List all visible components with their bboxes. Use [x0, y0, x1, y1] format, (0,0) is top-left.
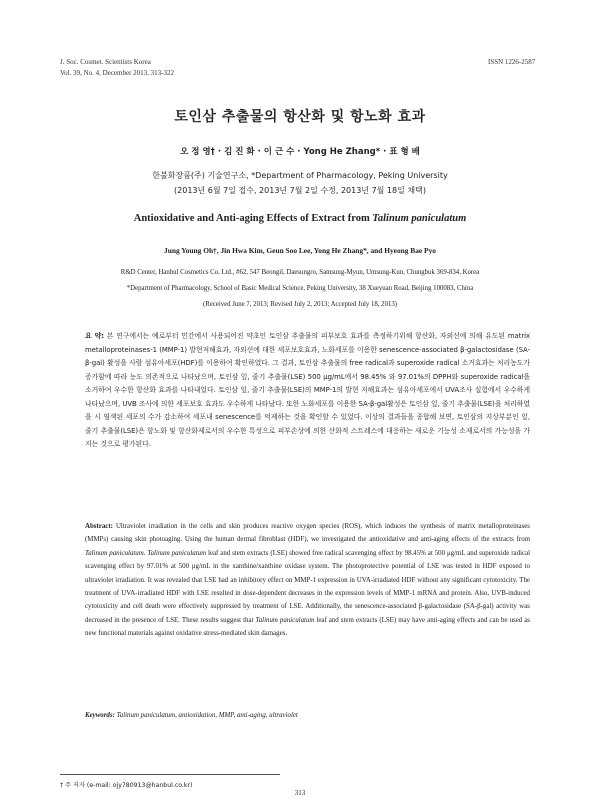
english-abstract-label: Abstract:	[85, 523, 113, 530]
page-number: 313	[294, 789, 306, 797]
keywords-text: Talinum paniculatum, antioxidation, MMP, anti-aging, ultraviolet	[114, 712, 298, 719]
journal-header	[60, 57, 174, 79]
english-dates: (Received June 7, 2013; Revised July 2, 2013; Accepted July 18, 2013)	[202, 301, 398, 308]
korean-dates: (2013년 6월 7일 접수, 2013년 7월 2일 수정, 2013년 7월 18일 채택)	[174, 186, 426, 195]
english-abstract-part-3: leaf and stem extracts (LSE) showed free radical scavenging effect by 98.45% at 500 μg/mL and superoxide radical scavenging effect by 97.01% at 500 μg/mL in the xanthine/xanthine oxidase system. The photoprotective potential of LSE was tested in HDF exposed to ultraviolet irradiation. It was revealed that LSE had an inhibitory effect on MMP-1 expression in UVA-irradiated HDF without any significant cytotoxicity. The treatment of UVA-irradiated HDF with LSE resulted in dose-dependent decreases in the expression levels of MMP-1 mRNA and protein. Also, UVB-induced cytotoxicity and cell death were effectively suppressed by treatment of LSE. Additionally, the senescence-associated β-galactosidase (SA-β-gal) activity was decreased in the presence of LSE. These results suggest that	[85, 549, 531, 624]
english-affiliation-1: R&D Center, Hanbul Cosmetics Co. Ltd., #62, 547 Beongil, Daesungro, Samsung-Myun, Umsung-Kun, Chungbuk 369-834, Korea	[120, 269, 480, 276]
korean-abstract-label: 요 약:	[85, 332, 104, 340]
english-abstract-part-1: Ultraviolet irradiation in the cells and skin produces reactive oxygen species (ROS), which induces the synthesis of matrix metalloproteinases (MMPs) causing skin photoaging. Using the human dermal fibroblast (HDF), we investigated the antioxidative and anti-aging effects of the extracts from	[85, 523, 530, 544]
journal-volume: Vol. 39, No. 4, December 2013, 313-322	[60, 69, 174, 77]
english-abstract-part-4: leaf and stem extracts (LSE) may have anti-aging effects and can be used as new functional materials against oxidative stress-mediated skin damages.	[85, 616, 530, 638]
korean-title: 토인삼 추출물의 항산화 및 항노화 효과	[174, 109, 426, 125]
korean-affiliation: 한불화장품(주) 기술연구소, *Department of Pharmacology, Peking University	[152, 171, 448, 180]
footnote: † 주 저자 (e-mail: ojy780913@hanbul.co.kr)	[60, 782, 193, 789]
english-abstract-italic-1: Talinum paniculatum	[85, 549, 144, 557]
issn: ISSN 1226-2587	[488, 58, 536, 66]
keywords	[85, 712, 530, 719]
english-abstract-italic-2: Talinum paniculatum	[147, 549, 207, 557]
english-abstract	[85, 520, 530, 641]
english-affiliation-block	[40, 265, 560, 313]
korean-abstract	[85, 330, 530, 452]
keywords-label: Keywords:	[85, 712, 115, 719]
english-title	[40, 213, 560, 224]
english-affiliation-2: *Department of Pharmacology, School of Basic Medical Science, Peking University, 38 Xueyuan Road, Beijing 100083, China	[126, 285, 474, 292]
korean-abstract-text: 본 연구에서는 예로부터 민간에서 사용되어진 약초인 토인삼 추출물의 피부보호 효과를 측정하기위해 항산화, 자외선에 의해 유도된 matrix metalloproteinases-1 (MMP-1) 발현저해효과, 자외선에 대한 세포보호효과, 노화세포를 이용한 senescence-associated β-galactosidase (SA-β-gal) 활성을 사람 섬유아세포(HDF)를 이용하여 확인하였다. 그 결과, 토인삼 추출물의 free radical과 superoxide radical 소거효과는 처리농도가 증가함에 따라 농도 의존적으로 나타났으며, 토인삼 잎, 줄기 추출물(LSE) 500 μg/mL에서 98.45% 와 97.01%의 DPPH와 superoxide radical을 소거하여 우수한 항산화 효과를 나타내었다. 토인삼 잎, 줄기 추출물(LSE)의 MMP-1의 발현 저해효과는 섬유아세포에서 UVA조사 실험에서 우수하게 나타났으며, UVB 조사에 의한 세포보호 효과도 우수하게 나타났다. 또한 노화세포를 이용한 SA-β-gal활성은 토인삼 잎, 줄기 추출물(LSE)을 처리하였을 시 염색된 세포의 수가 감소하여 세포내 senescence를 억제하는 것을 확인할 수 있었다. 이상의 결과들을 종합해 보면, 토인삼의 지상부분인 잎, 줄기 추출물(LSE)은 항노화 및 항산화제로서의 우수한 특성으로 피부손상에 의한 산화적 스트레스에 대응하는 새로운 기능성 소재로서의 가능성을 가지는 것으로 평가된다.	[85, 332, 530, 448]
journal-name: J. Soc. Cosmet. Scientists Korea	[60, 58, 151, 66]
footnote-divider	[60, 774, 280, 775]
korean-authors: 오 정 영† · 김 진 화 · 이 근 수 · Yong He Zhang* · 표 형 배	[180, 147, 420, 157]
english-abstract-italic-3: Talinum paniculatum	[255, 616, 315, 624]
english-abstract-part-2: .	[143, 549, 148, 557]
korean-affiliation-block	[40, 168, 560, 198]
english-title-italic: Talinum paniculatum	[372, 213, 467, 224]
english-authors: Jung Young Oh†, Jin Hwa Kim, Geun Soo Lee, Yong He Zhang*, and Hyeong Bae Pyo	[164, 246, 436, 255]
english-title-plain: Antioxidative and Anti-aging Effects of Extract from	[133, 213, 373, 224]
